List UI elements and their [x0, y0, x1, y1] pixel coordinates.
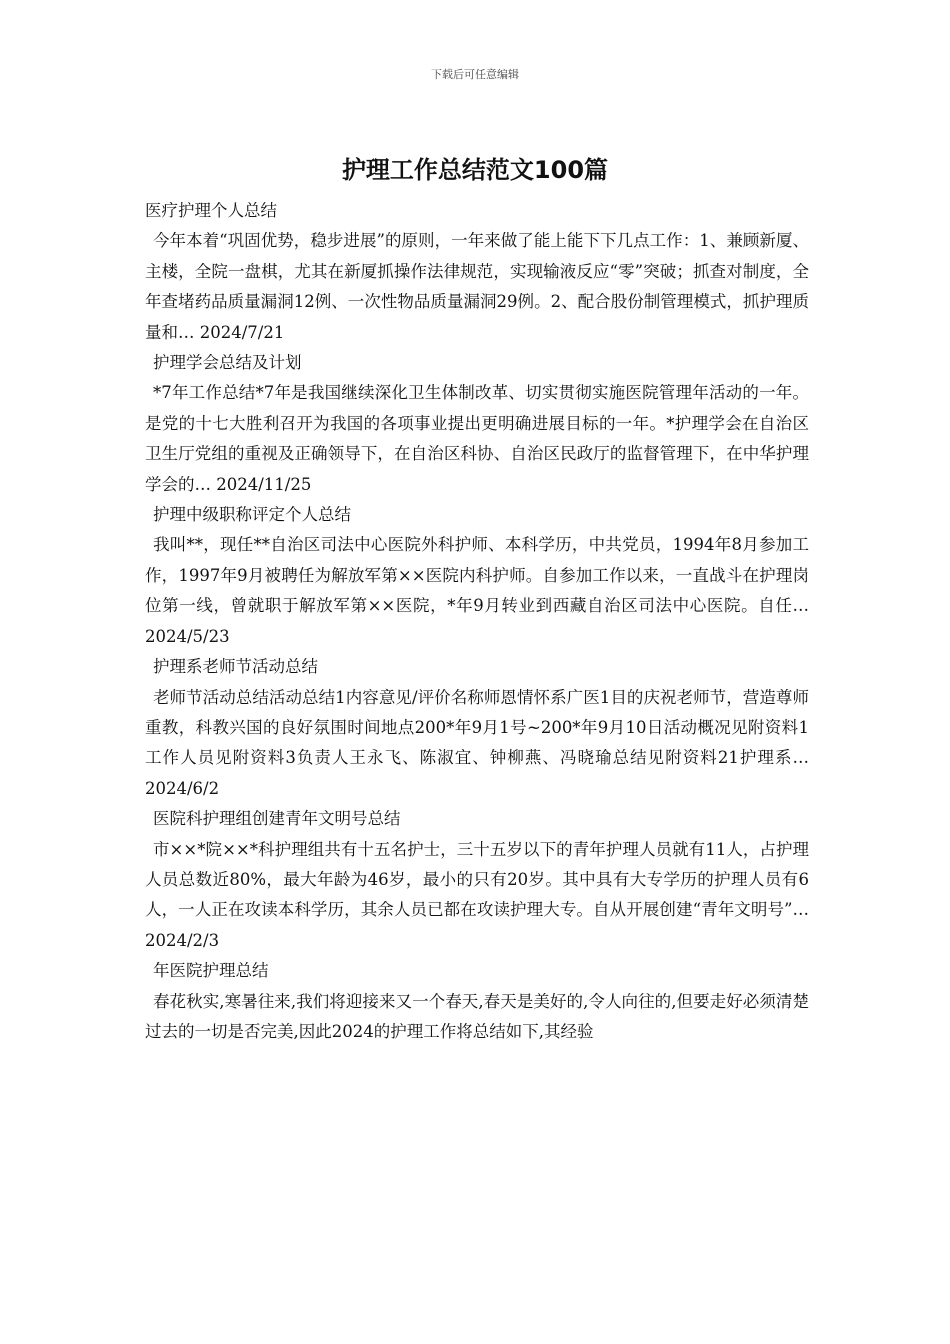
- article-excerpt: [145, 378, 809, 500]
- article-excerpt: [145, 835, 809, 957]
- article-excerpt: [145, 530, 809, 652]
- article-date: 2024/7/21: [199, 322, 285, 342]
- article-item: [145, 652, 809, 804]
- article-excerpt-text: 老师节活动总结活动总结1内容意见/评价名称师恩情怀系广医1目的庆祝老师节，营造尊师重教，科教兴国的良好氛围时间地点200*年9月1号~200*年9月10日活动概况见附资料1工作人员见附资料3负责人王永飞、陈淑宜、钟柳燕、冯晓瑜总结见附资料21护理系…: [145, 687, 809, 768]
- article-excerpt-text: 今年本着“巩固优势，稳步进展”的原则，一年来做了能上能下下几点工作：1、兼顾新厦、主楼，全院一盘棋，尤其在新厦抓操作法律规范，实现输液反应“零”突破；抓查对制度，全年查堵药品质量漏洞12例、一次性物品质量漏洞29例。2、配合股份制管理模式，抓护理质量和…: [145, 231, 809, 342]
- article-heading: 医院科护理组创建青年文明号总结: [153, 809, 401, 829]
- article-item: [145, 196, 809, 348]
- article-heading: 护理系老师节活动总结: [153, 657, 318, 677]
- article-excerpt: [145, 987, 809, 1048]
- article-excerpt-text: *7年工作总结*7年是我国继续深化卫生体制改革、切实贯彻实施医院管理年活动的一年。是党的十七大胜利召开为我国的各项事业提出更明确进展目标的一年。*护理学会在自治区卫生厅党组的重视及正确领导下，在自治区科协、自治区民政厅的监督管理下，在中华护理学会的…: [145, 383, 809, 494]
- article-item: [145, 956, 809, 1047]
- article-item: [145, 804, 809, 956]
- article-heading: 年医院护理总结: [153, 961, 269, 981]
- article-date: 2024/11/25: [216, 474, 312, 494]
- article-date: 2024/6/2: [145, 778, 220, 798]
- document-title: 护理工作总结范文100篇: [341, 156, 609, 184]
- article-excerpt-text: 我叫**，现任**自治区司法中心医院外科护师、本科学历，中共党员，1994年8月参加工作，1997年9月被聘任为解放军第××医院内科护师。自参加工作以来，一直战斗在护理岗位第一线，曾就职于解放军第××医院，*年9月转业到西藏自治区司法中心医院。自任…: [145, 535, 809, 616]
- article-list: [145, 196, 809, 1047]
- article-item: [145, 500, 809, 652]
- page-header-note: 下载后可任意编辑: [431, 68, 519, 81]
- article-excerpt: [145, 226, 809, 348]
- article-date: 2024/5/23: [145, 626, 230, 646]
- article-heading: 护理学会总结及计划: [153, 353, 302, 373]
- article-excerpt-text: 市××*院××*科护理组共有十五名护士，三十五岁以下的青年护理人员就有11人，占护理人员总数近80%，最大年龄为46岁，最小的只有20岁。其中具有大专学历的护理人员有6人，一人正在攻读本科学历，其余人员已都在攻读护理大专。自从开展创建“青年文明号”…: [145, 839, 809, 920]
- article-heading: 医疗护理个人总结: [145, 201, 277, 220]
- article-heading: 护理中级职称评定个人总结: [153, 505, 351, 525]
- article-excerpt-text: 春花秋实,寒暑往来,我们将迎接来又一个春天,春天是美好的,令人向往的,但要走好必须清楚过去的一切是否完美,因此2024的护理工作将总结如下,其经验: [145, 991, 809, 1041]
- article-item: [145, 348, 809, 500]
- article-date: 2024/2/3: [145, 930, 220, 950]
- article-excerpt: [145, 683, 809, 805]
